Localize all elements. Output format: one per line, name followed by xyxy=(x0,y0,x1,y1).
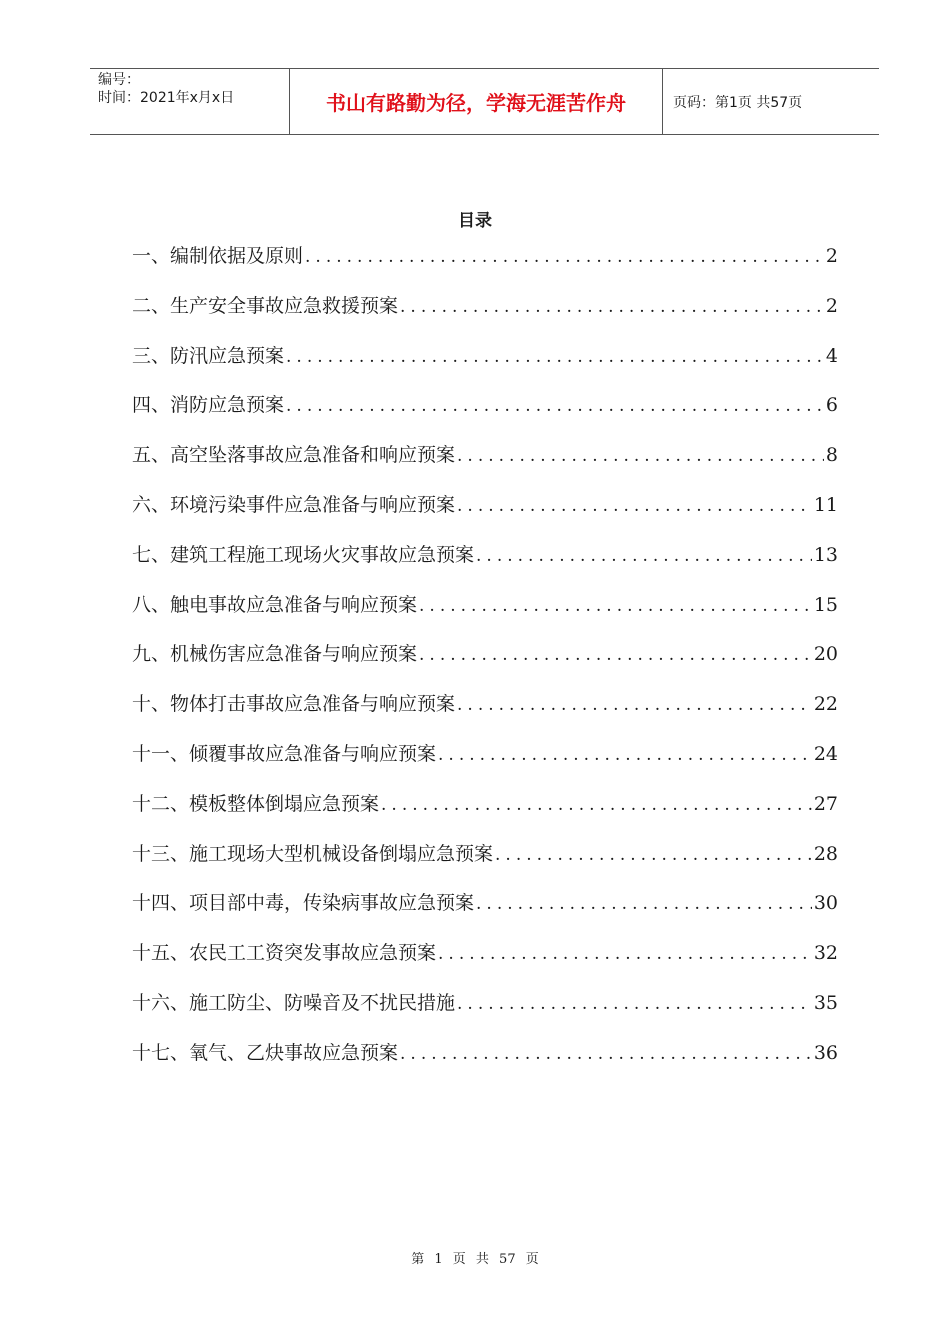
toc-entry[interactable] xyxy=(132,838,838,888)
toc-entry[interactable] xyxy=(132,539,838,589)
toc-dot-leader xyxy=(438,739,812,771)
toc-dot-leader xyxy=(400,291,824,323)
toc-entry-label: 六、环境污染事件应急准备与响应预案 xyxy=(132,493,456,516)
toc-entry[interactable] xyxy=(132,688,838,738)
toc-entry-page-number: 27 xyxy=(813,792,838,815)
toc-entry-label: 十三、施工现场大型机械设备倒塌应急预案 xyxy=(132,842,494,865)
toc-entry-page-number: 13 xyxy=(813,543,838,566)
toc-dot-leader xyxy=(476,540,812,572)
document-header xyxy=(90,68,879,135)
toc-dot-leader xyxy=(400,1038,812,1070)
toc-entry[interactable] xyxy=(132,937,838,987)
toc-entry-label: 四、消防应急预案 xyxy=(132,394,285,417)
table-of-contents xyxy=(132,240,838,1087)
toc-entry-page-number: 30 xyxy=(813,892,838,915)
toc-entry-page-number: 11 xyxy=(813,493,838,516)
toc-entry[interactable] xyxy=(132,638,838,688)
toc-dot-leader xyxy=(305,241,824,273)
toc-entry-label: 十七、氧气、乙炔事故应急预案 xyxy=(132,1041,399,1064)
toc-entry[interactable] xyxy=(132,240,838,290)
toc-entry-page-number: 35 xyxy=(813,991,838,1014)
toc-entry-page-number: 22 xyxy=(813,693,838,716)
toc-entry-label: 八、触电事故应急准备与响应预案 xyxy=(132,593,418,616)
toc-entry-page-number: 32 xyxy=(813,942,838,965)
toc-entry[interactable] xyxy=(132,290,838,340)
header-meta xyxy=(90,69,290,134)
toc-entry-label: 一、编制依据及原则 xyxy=(132,245,304,267)
toc-entry-page-number: 4 xyxy=(825,344,838,367)
toc-dot-leader xyxy=(457,689,812,721)
toc-dot-leader xyxy=(419,639,812,671)
header-motto: 书山有路勤为径，学海无涯苦作舟 xyxy=(290,69,663,134)
toc-entry[interactable] xyxy=(132,887,838,937)
toc-entry[interactable] xyxy=(132,788,838,838)
toc-entry-label: 十一、倾覆事故应急准备与响应预案 xyxy=(132,742,437,765)
toc-dot-leader xyxy=(438,938,812,970)
toc-entry-page-number: 20 xyxy=(813,643,838,666)
toc-dot-leader xyxy=(495,839,812,871)
toc-entry-page-number: 2 xyxy=(825,294,838,317)
toc-entry[interactable] xyxy=(132,738,838,788)
toc-dot-leader xyxy=(457,988,812,1020)
toc-entry-label: 十二、模板整体倒塌应急预案 xyxy=(132,792,380,815)
toc-entry-label: 十四、项目部中毒，传染病事故应急预案 xyxy=(132,892,475,915)
toc-entry[interactable] xyxy=(132,1037,838,1087)
toc-title: 目录 xyxy=(458,211,492,231)
document-time-label: 时间：2021年x月x日 xyxy=(98,90,235,106)
toc-entry-page-number: 28 xyxy=(813,842,838,865)
header-page-info: 页码：第1页 共57页 xyxy=(673,94,803,111)
toc-dot-leader xyxy=(457,490,812,522)
toc-entry-page-number: 15 xyxy=(813,593,838,616)
toc-entry-label: 五、高空坠落事故应急准备和响应预案 xyxy=(132,444,456,467)
toc-entry-page-number: 24 xyxy=(813,742,838,765)
toc-entry-label: 三、防汛应急预案 xyxy=(132,344,285,367)
toc-entry-label: 十六、施工防尘、防噪音及不扰民措施 xyxy=(132,991,456,1014)
toc-entry-label: 七、建筑工程施工现场火灾事故应急预案 xyxy=(132,543,475,566)
toc-entry[interactable] xyxy=(132,589,838,639)
toc-entry-page-number: 8 xyxy=(825,444,838,467)
toc-entry[interactable] xyxy=(132,389,838,439)
toc-entry[interactable] xyxy=(132,987,838,1037)
toc-entry-page-number: 2 xyxy=(825,245,838,267)
toc-dot-leader xyxy=(476,888,812,920)
toc-entry-page-number: 36 xyxy=(813,1041,838,1064)
toc-dot-leader xyxy=(381,789,812,821)
toc-entry[interactable] xyxy=(132,489,838,539)
toc-entry-label: 十、物体打击事故应急准备与响应预案 xyxy=(132,693,456,716)
document-number-label: 编号： xyxy=(98,72,140,88)
toc-entry-label: 十五、农民工工资突发事故应急预案 xyxy=(132,942,437,965)
toc-dot-leader xyxy=(457,440,824,472)
toc-entry-page-number: 6 xyxy=(825,394,838,417)
toc-dot-leader xyxy=(286,341,824,373)
toc-dot-leader xyxy=(286,390,824,422)
toc-entry-label: 二、生产安全事故应急救援预案 xyxy=(132,294,399,317)
toc-entry[interactable] xyxy=(132,439,838,489)
toc-entry-label: 九、机械伤害应急准备与响应预案 xyxy=(132,643,418,666)
toc-entry[interactable] xyxy=(132,340,838,390)
page-footer: 第 1 页 共 57 页 xyxy=(411,1252,539,1267)
toc-dot-leader xyxy=(419,590,812,622)
